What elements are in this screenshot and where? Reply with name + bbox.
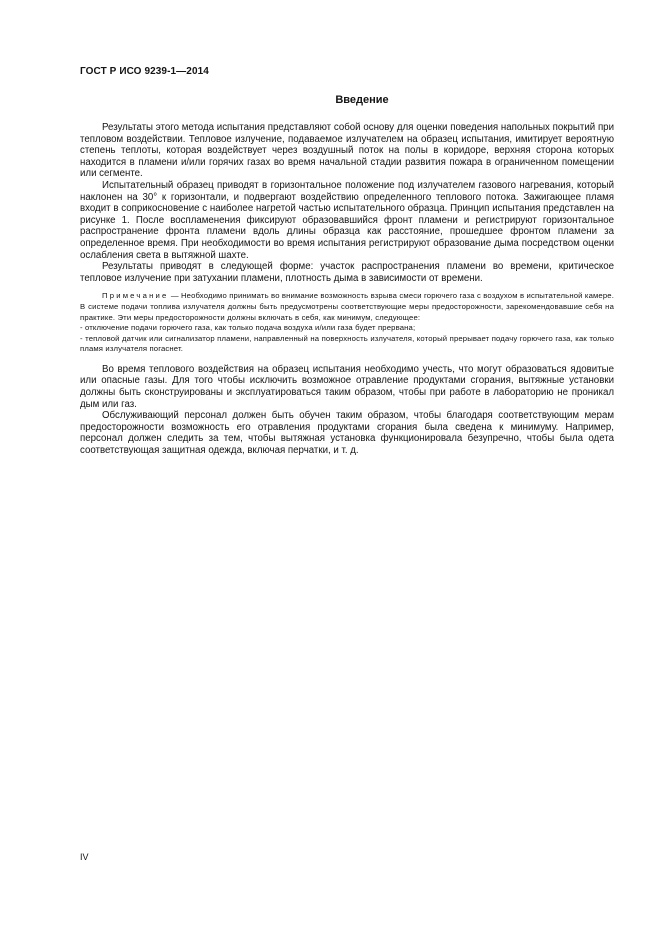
paragraph-results: Результаты приводят в следующей форме: участок распространения пламени во времени, критическое тепловое излучение при затухании пламени, плотность дыма в зависимости от времени. [80, 261, 614, 284]
paragraph-personnel: Обслуживающий персонал должен быть обучен таким образом, чтобы благодаря соответствующим мерам предосторожности возможность его отравления продуктами сгорания была сведена к минимуму. Например, персонал должен следить за тем, чтобы вытяжная установка функционировала безупречно, чтобы была одета соответствующая защитная одежда, включая перчатки, и т. д. [80, 410, 614, 457]
paragraph-toxic-gases: Во время теплового воздействия на образец испытания необходимо учесть, что могут образоваться ядовитые или опасные газы. Для того чтобы исключить возможное отравление продуктами сгорания, вытяжные установки должны быть сконструированы и эксплуатироваться таким образом, чтобы при работе в лабораторию не проникал дым или газ. [80, 363, 614, 410]
document-body [80, 122, 614, 457]
note-item-flame-sensor: - тепловой датчик или сигнализатор пламени, направленный на поверхность излучателя, который прерывает подачу горючего газа, как только пламя излучателя погаснет. [80, 333, 614, 354]
document-code: ГОСТ Р ИСО 9239-1—2014 [80, 66, 209, 77]
note-paragraph [80, 291, 614, 323]
note-item-gas-shutoff: - отключение подачи горючего газа, как только подача воздуха и/или газа будет прервана; [80, 323, 416, 333]
note-text: — Необходимо принимать во внимание возможность взрыва смеси горючего газа с воздухом в испытательной камере. В системе подачи топлива излучателя должны быть предусмотрены соответствующие меры предосторожности, зарекомендовавшие себя на практике. Эти меры предосторожности должны включать в себя, как минимум, следующее: [80, 291, 614, 322]
note-block [80, 291, 614, 355]
note-label: Примечание [102, 291, 169, 301]
paragraph-test-principle: Испытательный образец приводят в горизонтальное положение под излучателем газового нагревания, который наклонен на 30° к горизонтали, и подвергают воздействию определенного теплового потока. Зажигающее пламя входит в соприкосновение с наиболее нагретой частью испытательного образца. Принцип испытания представлен на рисунке 1. После воспламенения фиксируют образовавшийся фронт пламени и регистрируют горизонтальное распространение фронта пламени вдоль длины образца как расстояние, прошедшее фронтом пламени за определенное время. При необходимости во время испытания регистрируют образование дыма посредством оценки ослабления света в вытяжной шахте. [80, 179, 614, 261]
section-title: Введение [335, 94, 389, 106]
paragraph-intro: Результаты этого метода испытания представляют собой основу для оценки поведения напольных покрытий при тепловом воздействии. Тепловое излучение, подаваемое излучателем на образец испытания, имитирует вероятную степень теплоты, которая воздействует через воздушный поток на полы в коридоре, верхняя сторона которых находится в пламени и/или горячих газах во время начальной стадии развития пожара в ограниченном помещении или сегменте. [80, 122, 614, 180]
page-number: IV [80, 852, 89, 862]
